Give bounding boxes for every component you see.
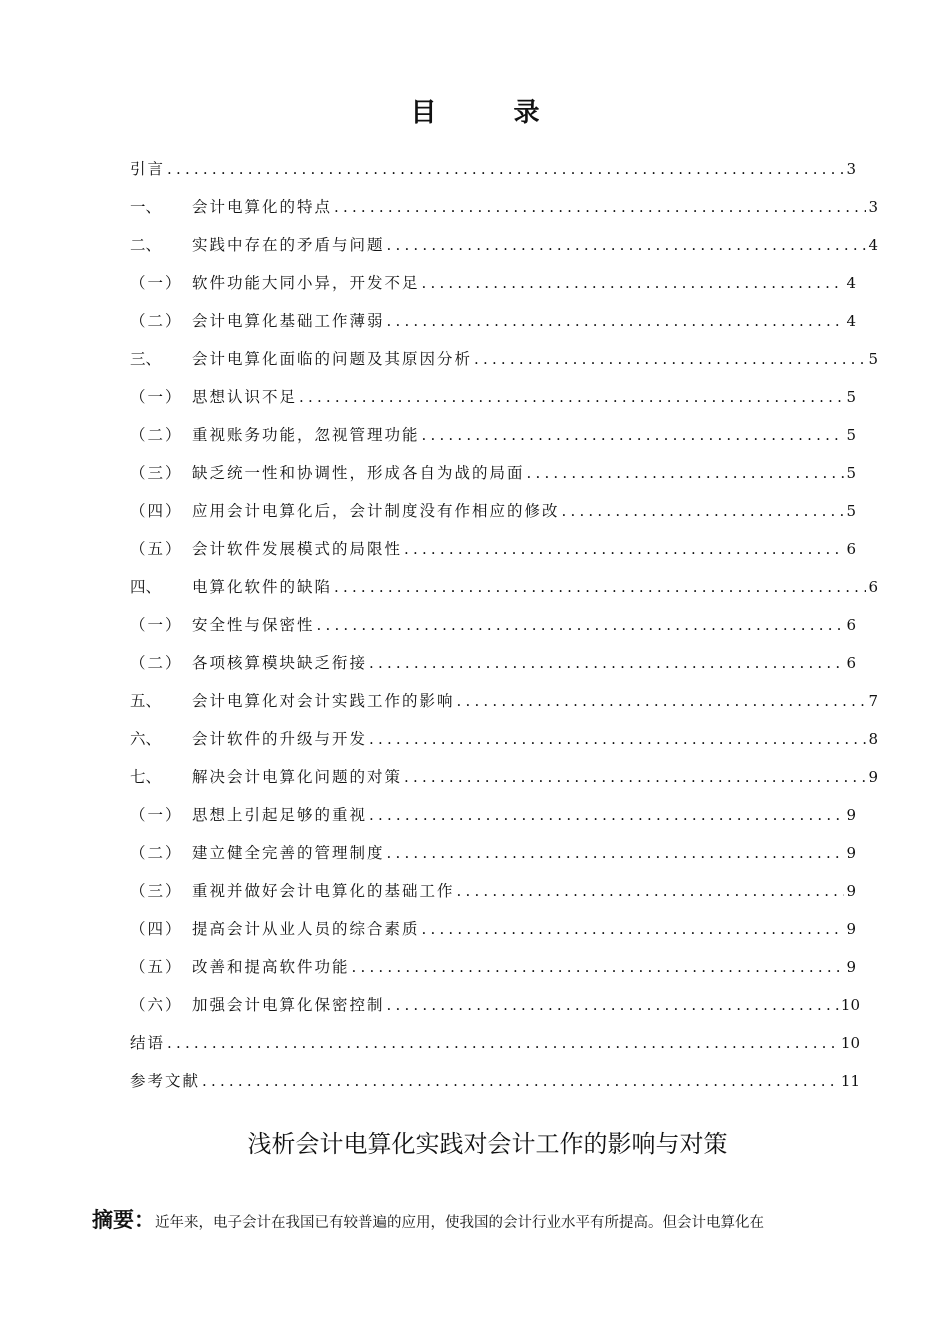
toc-entry-label: 会计软件的升级与开发 — [192, 730, 368, 748]
toc-entry-page: 10 — [840, 1034, 860, 1052]
toc-entry-number: （一） — [130, 274, 183, 292]
toc-entry-label: 思想认识不足 — [192, 388, 298, 406]
toc-entry-label: 重视账务功能，忽视管理功能 — [192, 426, 420, 444]
toc-entry-label: 实践中存在的矛盾与问题 — [192, 236, 385, 254]
toc-entry[interactable] — [130, 146, 856, 184]
toc-entry-label: 引言 — [130, 160, 166, 178]
toc-entry-label: 软件功能大同小异，开发不足 — [192, 274, 420, 292]
toc-entry-label: 电算化软件的缺陷 — [192, 578, 333, 596]
toc-leader — [387, 230, 867, 260]
toc-entry[interactable] — [130, 1020, 860, 1058]
toc-entry-page: 5 — [846, 502, 856, 520]
toc-entry-page: 9 — [846, 882, 856, 900]
toc-entry-number: （二） — [130, 426, 183, 444]
toc-entry-page: 9 — [846, 920, 856, 938]
toc-entry[interactable] — [130, 564, 878, 602]
toc-entry[interactable] — [130, 716, 878, 754]
toc-leader — [422, 914, 845, 944]
toc-entry-label: 建立健全完善的管理制度 — [192, 844, 385, 862]
toc-entry-label: 会计电算化基础工作薄弱 — [192, 312, 385, 330]
toc-entry-label: 改善和提高软件功能 — [192, 958, 350, 976]
toc-leader — [457, 876, 845, 906]
toc-entry[interactable] — [130, 754, 878, 792]
toc-entry[interactable] — [130, 260, 856, 298]
toc-entry-page: 7 — [868, 692, 878, 710]
toc-entry[interactable] — [130, 336, 878, 374]
toc-leader — [352, 952, 845, 982]
abstract — [92, 1204, 892, 1234]
toc-entry[interactable] — [130, 830, 856, 868]
toc-leader — [457, 686, 867, 716]
toc-entry-number: （三） — [130, 882, 183, 900]
toc-entry-page: 6 — [868, 578, 878, 596]
toc-leader — [387, 990, 839, 1020]
toc-entry-number: （一） — [130, 388, 183, 406]
toc-entry-label: 重视并做好会计电算化的基础工作 — [192, 882, 455, 900]
toc-entry[interactable] — [130, 298, 856, 336]
toc-leader — [527, 458, 845, 488]
toc-leader — [404, 762, 866, 792]
toc-entry-page: 6 — [846, 540, 856, 558]
toc-leader — [299, 382, 844, 412]
abstract-text: 近年来，电子会计在我国已有较普遍的应用，使我国的会计行业水平有所提高。但会计电算化在 — [155, 1215, 764, 1231]
toc-entry[interactable] — [130, 906, 856, 944]
toc-entry[interactable] — [130, 1058, 860, 1096]
toc-entry-number: 三、 — [130, 350, 162, 368]
abstract-label: 摘要： — [92, 1208, 155, 1232]
toc-entry[interactable] — [130, 412, 856, 450]
toc-entry-number: （一） — [130, 806, 183, 824]
toc-entry-label: 解决会计电算化问题的对策 — [192, 768, 403, 786]
toc-leader — [474, 344, 866, 374]
toc-entry-number: （二） — [130, 654, 183, 672]
toc-entry-page: 9 — [846, 844, 856, 862]
toc-entry[interactable] — [130, 222, 878, 260]
toc-entry-label: 提高会计从业人员的综合素质 — [192, 920, 420, 938]
toc-entry-page: 3 — [868, 198, 878, 216]
toc-leader — [369, 648, 844, 678]
toc-entry[interactable] — [130, 526, 856, 564]
toc-entry-label: 加强会计电算化保密控制 — [192, 996, 385, 1014]
toc-entry-label: 结语 — [130, 1034, 166, 1052]
toc-entry[interactable] — [130, 602, 856, 640]
toc-leader — [317, 610, 845, 640]
toc-entry[interactable] — [130, 982, 860, 1020]
toc-entry-label: 会计电算化面临的问题及其原因分析 — [192, 350, 473, 368]
toc-leader — [202, 1066, 839, 1096]
toc-leader — [334, 192, 866, 222]
toc-entry-number: （二） — [130, 312, 183, 330]
toc-entry-number: （三） — [130, 464, 183, 482]
toc-entry[interactable] — [130, 184, 878, 222]
toc-entry-page: 5 — [868, 350, 878, 368]
toc-entry-number: （五） — [130, 958, 183, 976]
toc-entry-label: 会计电算化的特点 — [192, 198, 333, 216]
toc-leader — [369, 800, 844, 830]
toc-entry[interactable] — [130, 374, 856, 412]
toc-entry-number: 一、 — [130, 198, 162, 216]
toc-entry[interactable] — [130, 944, 856, 982]
toc-entry-number: （六） — [130, 996, 183, 1014]
toc-entry-page: 6 — [846, 616, 856, 634]
toc-entry-label: 思想上引起足够的重视 — [192, 806, 368, 824]
toc-entry-number: （二） — [130, 844, 183, 862]
toc-entry[interactable] — [130, 868, 856, 906]
toc-entry-number: 六、 — [130, 730, 162, 748]
toc-entry-label: 参考文献 — [130, 1072, 201, 1090]
toc-entry[interactable] — [130, 640, 856, 678]
toc-entry-page: 8 — [868, 730, 878, 748]
toc-leader — [422, 420, 845, 450]
toc-entry-number: （四） — [130, 920, 183, 938]
toc-leader — [167, 1028, 839, 1058]
toc-entry-page: 4 — [846, 312, 856, 330]
toc-entry-number: （一） — [130, 616, 183, 634]
toc-leader — [334, 572, 866, 602]
toc-entry-page: 11 — [840, 1072, 860, 1090]
toc-entry-number: 七、 — [130, 768, 162, 786]
toc-entry-page: 5 — [846, 388, 856, 406]
toc-leader — [562, 496, 845, 526]
toc-entry[interactable] — [130, 488, 856, 526]
toc-entry-page: 6 — [846, 654, 856, 672]
toc-entry-page: 10 — [840, 996, 860, 1014]
toc-entry-label: 各项核算模块缺乏衔接 — [192, 654, 368, 672]
toc-entry-page: 9 — [846, 958, 856, 976]
toc-leader — [387, 838, 845, 868]
toc-entry[interactable] — [130, 792, 856, 830]
toc-entry[interactable] — [130, 678, 878, 716]
toc-entry-label: 缺乏统一性和协调性，形成各自为战的局面 — [192, 464, 525, 482]
toc-entry-number: （四） — [130, 502, 183, 520]
toc-entry-label: 会计软件发展模式的局限性 — [192, 540, 403, 558]
toc-entry-label: 安全性与保密性 — [192, 616, 315, 634]
table-of-contents — [130, 146, 878, 1096]
toc-entry-number: 四、 — [130, 578, 162, 596]
toc-entry-number: （五） — [130, 540, 183, 558]
toc-entry-page: 3 — [846, 160, 856, 178]
toc-entry-number: 二、 — [130, 236, 162, 254]
toc-entry-label: 应用会计电算化后，会计制度没有作相应的修改 — [192, 502, 560, 520]
toc-leader — [404, 534, 844, 564]
toc-leader — [387, 306, 845, 336]
toc-leader — [167, 154, 844, 184]
toc-entry-label: 会计电算化对会计实践工作的影响 — [192, 692, 455, 710]
article-title: 浅析会计电算化实践对会计工作的影响与对策 — [247, 1130, 728, 1158]
toc-entry-number: 五、 — [130, 692, 162, 710]
toc-entry-page: 4 — [868, 236, 878, 254]
toc-entry-page: 4 — [846, 274, 856, 292]
toc-entry[interactable] — [130, 450, 856, 488]
toc-leader — [369, 724, 866, 754]
toc-leader — [422, 268, 845, 298]
toc-entry-page: 5 — [846, 426, 856, 444]
toc-entry-page: 5 — [846, 464, 856, 482]
toc-entry-page: 9 — [868, 768, 878, 786]
toc-heading: 目 录 — [410, 98, 574, 128]
toc-entry-page: 9 — [846, 806, 856, 824]
